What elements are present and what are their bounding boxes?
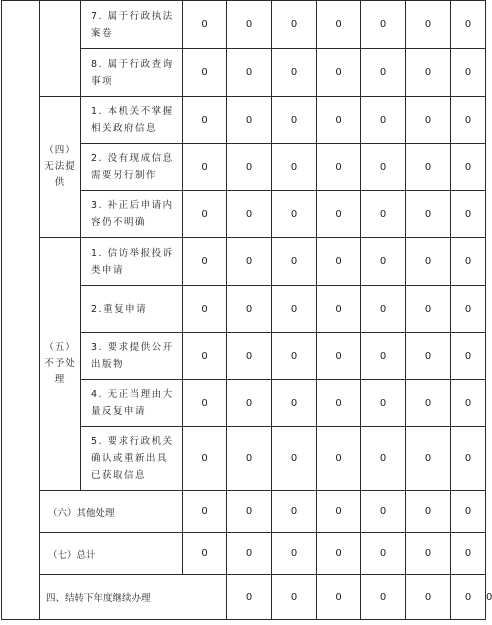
table-cell: 0 <box>183 427 227 491</box>
table-cell: 0 <box>406 380 451 427</box>
table-cell: 0 <box>406 144 451 191</box>
table-row: 四、结转下年度继续办理 0 0 0 0 0 0 0 <box>2 575 486 620</box>
table-cell: 0 <box>361 49 406 97</box>
table-cell: 0 <box>406 575 451 620</box>
table-cell: 0 <box>317 144 361 191</box>
table-cell: 0 <box>451 238 486 286</box>
table-row <box>2 1 486 49</box>
table-row <box>2 491 486 533</box>
table-cell: 0 <box>183 533 227 575</box>
table-cell: 0 <box>406 491 451 533</box>
row-label: 1. 本机关不掌握相关政府信息 <box>81 97 183 144</box>
table-row <box>2 97 486 144</box>
table-cell: 0 <box>183 333 227 380</box>
table-cell: 0 <box>272 380 317 427</box>
table-cell: 0 <box>183 491 227 533</box>
table-cell: 0 <box>227 49 272 97</box>
category-label: （四）无法提供 <box>44 145 76 188</box>
row-label: 2. 没有现成信息需要另行制作 <box>81 144 183 191</box>
table-cell: 0 <box>317 491 361 533</box>
table-cell: 0 <box>272 533 317 575</box>
table-cell: 0 <box>317 97 361 144</box>
category-label: （五）不予处理 <box>44 342 76 385</box>
category-cell <box>40 97 81 238</box>
table-cell: 0 <box>272 1 317 49</box>
row-label: 3. 补正后申请内容仍不明确 <box>81 191 183 238</box>
table-cell: 0 <box>272 238 317 286</box>
table-cell: 0 <box>272 191 317 238</box>
table-cell: 0 <box>183 144 227 191</box>
table-cell: 0 <box>406 286 451 333</box>
table-cell: 0 <box>317 575 361 620</box>
table-cell: 0 <box>272 427 317 491</box>
table-cell: 0 <box>183 191 227 238</box>
table-cell: 0 <box>227 380 272 427</box>
row-label: 8. 属于行政查询事项 <box>81 49 183 97</box>
table-cell: 0 <box>227 191 272 238</box>
row-label: 7. 属于行政执法案卷 <box>81 1 183 49</box>
table-cell: 0 <box>317 427 361 491</box>
table-cell: 0 <box>406 49 451 97</box>
table-cell: 0 <box>361 575 406 620</box>
table-cell: 0 <box>451 380 486 427</box>
table-cell: 0 <box>361 191 406 238</box>
table-cell: 0 <box>451 49 486 97</box>
table-cell: 0 <box>272 491 317 533</box>
table-cell: 0 <box>361 286 406 333</box>
table-cell: 0 <box>183 49 227 97</box>
table-cell: 0 <box>361 1 406 49</box>
table-cell: 0 <box>406 1 451 49</box>
table-cell: 0 <box>451 1 486 49</box>
table-cell: 0 <box>361 333 406 380</box>
table-cell: 0 <box>227 333 272 380</box>
outer-left-cell <box>2 1 40 620</box>
table-cell: 0 <box>317 286 361 333</box>
statistics-table <box>1 0 492 620</box>
table-cell: 0 <box>361 97 406 144</box>
table-cell: 0 <box>451 427 486 491</box>
table-cell: 0 <box>317 238 361 286</box>
table-row <box>2 533 486 575</box>
table-cell: 0 <box>361 533 406 575</box>
table-cell: 0 <box>406 533 451 575</box>
table-cell: 0 <box>361 380 406 427</box>
table-cell: 0 <box>272 575 317 620</box>
table-cell: 0 <box>406 238 451 286</box>
table-cell: 0 <box>183 97 227 144</box>
row-label: 1. 信访举报投诉类申请 <box>81 238 183 286</box>
table-cell: 0 <box>451 191 486 238</box>
table-cell: 0 <box>227 1 272 49</box>
table-cell: 0 <box>183 286 227 333</box>
table-cell: 0 <box>451 97 486 144</box>
table-cell: 0 <box>272 49 317 97</box>
row-label: （六）其他处理 <box>40 491 183 533</box>
table-cell: 0 <box>272 333 317 380</box>
table-cell: 0 <box>183 1 227 49</box>
row-label: 四、结转下年度继续办理 <box>40 575 227 620</box>
row-label: （七）总计 <box>40 533 183 575</box>
table-cell: 0 <box>183 380 227 427</box>
table-cell: 0 <box>317 533 361 575</box>
table-cell: 0 <box>227 286 272 333</box>
table-cell: 0 <box>227 533 272 575</box>
table-cell: 0 <box>451 144 486 191</box>
table-cell: 0 <box>272 97 317 144</box>
table-cell: 0 <box>406 427 451 491</box>
table-cell: 0 <box>227 575 272 620</box>
table-cell: 0 <box>317 380 361 427</box>
row-label: 3. 要求提供公开出版物 <box>81 333 183 380</box>
row-label: 2.重复申请 <box>81 286 183 333</box>
table-cell: 0 <box>227 491 272 533</box>
table-cell: 0 <box>317 49 361 97</box>
row-label: 5. 要求行政机关确认或重新出具已获取信息 <box>81 427 183 491</box>
table-cell: 0 <box>361 238 406 286</box>
table-cell: 0 <box>227 144 272 191</box>
table-cell: 0 <box>272 144 317 191</box>
category-cell-empty <box>40 1 81 97</box>
table-cell: 0 <box>183 238 227 286</box>
row-label: 4. 无正当理由大量反复申请 <box>81 380 183 427</box>
table-cell: 0 <box>406 333 451 380</box>
table-row <box>2 238 486 286</box>
table-cell: 0 <box>227 427 272 491</box>
table-cell: 0 <box>272 286 317 333</box>
table-cell: 0 <box>451 491 486 533</box>
table-cell: 0 <box>317 1 361 49</box>
table-cell: 0 <box>406 97 451 144</box>
table-cell: 0 <box>317 191 361 238</box>
table-cell: 0 <box>317 333 361 380</box>
table-cell: 0 <box>227 238 272 286</box>
table-cell: 0 <box>451 575 486 620</box>
table-cell: 0 <box>406 191 451 238</box>
table-cell: 0 <box>451 333 486 380</box>
table-cell: 0 <box>451 533 486 575</box>
table-cell: 0 <box>361 427 406 491</box>
category-cell <box>40 238 81 491</box>
table-cell: 0 <box>227 97 272 144</box>
table-cell: 0 <box>451 286 486 333</box>
table-cell: 0 <box>361 144 406 191</box>
table-cell: 0 <box>361 491 406 533</box>
